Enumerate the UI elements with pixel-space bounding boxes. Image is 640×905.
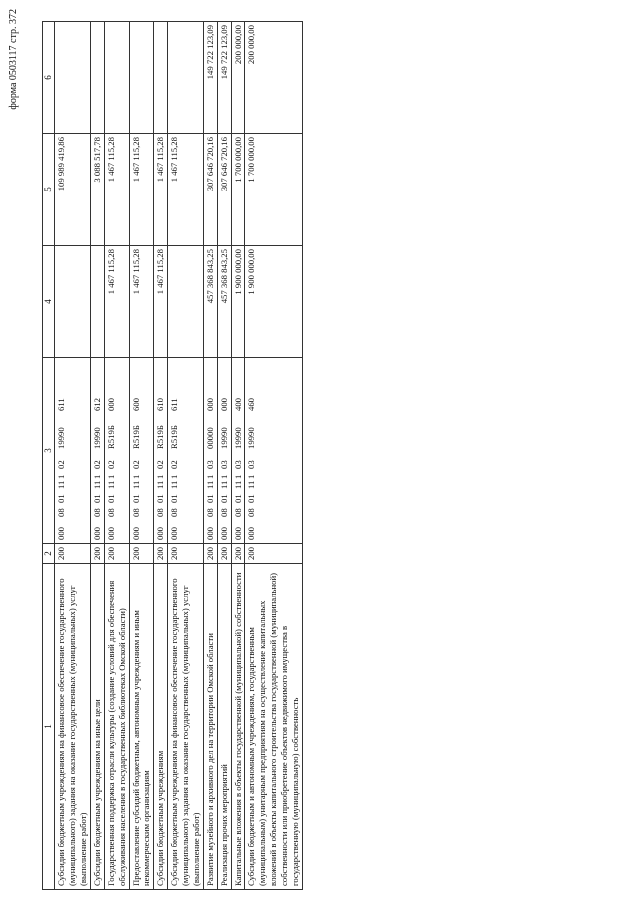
kbk-part: 000: [105, 526, 116, 540]
kbk-part: 000: [91, 526, 102, 540]
header-cell: 5: [43, 134, 55, 246]
row-approved: 457 368 843,25: [217, 246, 231, 358]
kbk-part: 08: [246, 508, 257, 517]
row-unexecuted: 149 722 123,09: [217, 22, 231, 134]
kbk-part: 1: [91, 474, 102, 479]
kbk-part: 1: [204, 474, 215, 479]
row-approved: 1 900 000,00: [245, 246, 302, 358]
kbk-part: 08: [105, 508, 116, 517]
header-cell: 1: [43, 564, 55, 890]
row-code: 200: [104, 544, 129, 564]
kbk-part: 610: [155, 397, 166, 411]
table-row: [217, 22, 231, 890]
kbk-part: 01: [232, 494, 243, 503]
row-approved: 1 467 115,28: [154, 246, 168, 358]
kbk-part: 19990: [246, 427, 257, 449]
kbk-part: 08: [91, 508, 102, 517]
kbk-part: 000: [246, 526, 257, 540]
table-row: [129, 22, 154, 890]
kbk-part: 02: [169, 460, 180, 469]
kbk-part: 01: [105, 494, 116, 503]
row-unexecuted: [104, 22, 129, 134]
row-name: Реализация прочих мероприятий: [217, 564, 231, 890]
row-code: 200: [90, 544, 104, 564]
row-approved: 1 467 115,28: [129, 246, 154, 358]
row-approved: 1 900 000,00: [231, 246, 245, 358]
row-code: 200: [245, 544, 302, 564]
row-unexecuted: 149 722 123,09: [203, 22, 217, 134]
kbk-part: 08: [130, 508, 141, 517]
header-cell: 4: [43, 246, 55, 358]
row-unexecuted: 200 000,00: [245, 22, 302, 134]
kbk-part: 08: [169, 508, 180, 517]
kbk-part: 08: [155, 508, 166, 517]
row-approved: 1 467 115,28: [104, 246, 129, 358]
kbk-part: 11: [232, 480, 243, 489]
kbk-part: 01: [56, 494, 67, 503]
kbk-part: 000: [105, 397, 116, 411]
kbk-part: 00000: [204, 427, 215, 449]
kbk-part: 000: [232, 526, 243, 540]
row-name: Субсидии бюджетным и автономным учреждениям, государственным (муниципальным) унитарным предприятиям на осуществление капитальных вложений в объекты капитального строительства государственной (муниципальной) собственности или приобретение объектов недвижимого имущества в государственную (муниципальную) собственность: [245, 564, 302, 890]
kbk-part: R519Б: [130, 425, 141, 449]
row-kbk: [55, 358, 91, 544]
row-kbk: [217, 358, 231, 544]
kbk-part: 1: [155, 474, 166, 479]
kbk-part: 400: [232, 397, 243, 411]
kbk-part: 11: [56, 480, 67, 489]
row-code: 200: [217, 544, 231, 564]
kbk-part: R519Б: [169, 425, 180, 449]
row-kbk: [245, 358, 302, 544]
header-cell: 6: [43, 22, 55, 134]
row-code: 200: [129, 544, 154, 564]
row-executed: 1 700 000,00: [245, 134, 302, 246]
row-kbk: [168, 358, 204, 544]
kbk-part: 600: [130, 397, 141, 411]
kbk-part: 11: [169, 480, 180, 489]
kbk-part: 000: [56, 526, 67, 540]
row-name: Капитальные вложения в объекты государственной (муниципальной) собственности: [231, 564, 245, 890]
row-code: 200: [203, 544, 217, 564]
kbk-part: 11: [130, 480, 141, 489]
kbk-part: 000: [169, 526, 180, 540]
row-unexecuted: [129, 22, 154, 134]
kbk-part: 19990: [91, 427, 102, 449]
row-approved: [168, 246, 204, 358]
header-row: [43, 22, 55, 890]
table-row: [90, 22, 104, 890]
kbk-part: 000: [204, 526, 215, 540]
form-label: форма 0503117 стр. 372: [8, 9, 19, 110]
kbk-part: 1: [130, 474, 141, 479]
kbk-part: 02: [91, 460, 102, 469]
kbk-part: 1: [232, 474, 243, 479]
row-executed: 1 467 115,28: [129, 134, 154, 246]
row-name: Субсидии бюджетным учреждениям на финансовое обеспечение государственного (муниципального) задания на оказание государственных (муниципальных) услуг (выполнение работ): [55, 564, 91, 890]
kbk-part: 460: [246, 397, 257, 411]
kbk-part: 611: [56, 398, 67, 411]
kbk-part: 11: [218, 480, 229, 489]
row-kbk: [129, 358, 154, 544]
row-name: Субсидии бюджетным учреждениям на финансовое обеспечение государственного (муниципального) задания на оказание государственных (муниципальных) услуг (выполнение работ): [168, 564, 204, 890]
row-unexecuted: [90, 22, 104, 134]
row-code: 200: [231, 544, 245, 564]
kbk-part: 611: [169, 398, 180, 411]
row-unexecuted: [55, 22, 91, 134]
row-approved: [55, 246, 91, 358]
row-name: Развитие музейного и архивного дел на территории Омской области: [203, 564, 217, 890]
row-kbk: [154, 358, 168, 544]
kbk-part: 01: [155, 494, 166, 503]
table-row: [154, 22, 168, 890]
kbk-part: 1: [169, 474, 180, 479]
kbk-part: 11: [155, 480, 166, 489]
row-name: Государственная поддержка отрасли культуры (создание условий для обеспечения обслуживания населения в государственных библиотеках Омской области): [104, 564, 129, 890]
row-name: Субсидии бюджетным учреждениям: [154, 564, 168, 890]
row-kbk: [231, 358, 245, 544]
kbk-part: R519Б: [155, 425, 166, 449]
kbk-part: 000: [130, 526, 141, 540]
kbk-part: 19990: [56, 427, 67, 449]
kbk-part: 19990: [218, 427, 229, 449]
kbk-part: 000: [155, 526, 166, 540]
kbk-part: 08: [204, 508, 215, 517]
kbk-part: 08: [56, 508, 67, 517]
row-unexecuted: [154, 22, 168, 134]
table-row: [203, 22, 217, 890]
header-cell: 3: [43, 358, 55, 544]
row-unexecuted: [168, 22, 204, 134]
kbk-part: 01: [218, 494, 229, 503]
row-code: 200: [55, 544, 91, 564]
row-kbk: [104, 358, 129, 544]
kbk-part: 08: [232, 508, 243, 517]
row-approved: [90, 246, 104, 358]
kbk-part: 000: [218, 526, 229, 540]
row-approved: 457 368 843,25: [203, 246, 217, 358]
row-executed: 1 467 115,28: [168, 134, 204, 246]
row-executed: 1 467 115,28: [104, 134, 129, 246]
row-kbk: [90, 358, 104, 544]
row-executed: 1 700 000,00: [231, 134, 245, 246]
budget-table: [42, 21, 303, 890]
row-name: Предоставление субсидий бюджетным, автономным учреждениям и иным некоммерческим организациям: [129, 564, 154, 890]
kbk-part: 01: [91, 494, 102, 503]
kbk-part: R519Б: [105, 425, 116, 449]
kbk-part: 11: [246, 480, 257, 489]
header-cell: 2: [43, 544, 55, 564]
kbk-part: 19990: [232, 427, 243, 449]
row-executed: 307 646 720,16: [203, 134, 217, 246]
row-unexecuted: 200 000,00: [231, 22, 245, 134]
kbk-part: 11: [105, 480, 116, 489]
row-code: 200: [154, 544, 168, 564]
kbk-part: 03: [218, 460, 229, 469]
kbk-part: 02: [130, 460, 141, 469]
table-row: [168, 22, 204, 890]
kbk-part: 1: [105, 474, 116, 479]
kbk-part: 01: [130, 494, 141, 503]
row-name: Субсидии бюджетным учреждениям на иные цели: [90, 564, 104, 890]
row-executed: 1 467 115,28: [154, 134, 168, 246]
kbk-part: 000: [218, 397, 229, 411]
kbk-part: 612: [91, 397, 102, 411]
kbk-part: 02: [105, 460, 116, 469]
kbk-part: 03: [246, 460, 257, 469]
kbk-part: 02: [56, 460, 67, 469]
kbk-part: 03: [232, 460, 243, 469]
kbk-part: 01: [204, 494, 215, 503]
kbk-part: 11: [91, 480, 102, 489]
kbk-part: 01: [169, 494, 180, 503]
row-executed: 3 088 517,78: [90, 134, 104, 246]
row-code: 200: [168, 544, 204, 564]
table-row: [231, 22, 245, 890]
kbk-part: 08: [218, 508, 229, 517]
kbk-part: 01: [246, 494, 257, 503]
kbk-part: 1: [56, 474, 67, 479]
kbk-part: 11: [204, 480, 215, 489]
row-executed: 307 646 720,16: [217, 134, 231, 246]
table-row: [55, 22, 91, 890]
table-row: [104, 22, 129, 890]
table-row: [245, 22, 302, 890]
kbk-part: 1: [218, 474, 229, 479]
kbk-part: 1: [246, 474, 257, 479]
row-kbk: [203, 358, 217, 544]
row-executed: 109 989 419,86: [55, 134, 91, 246]
kbk-part: 000: [204, 397, 215, 411]
kbk-part: 02: [155, 460, 166, 469]
kbk-part: 03: [204, 460, 215, 469]
